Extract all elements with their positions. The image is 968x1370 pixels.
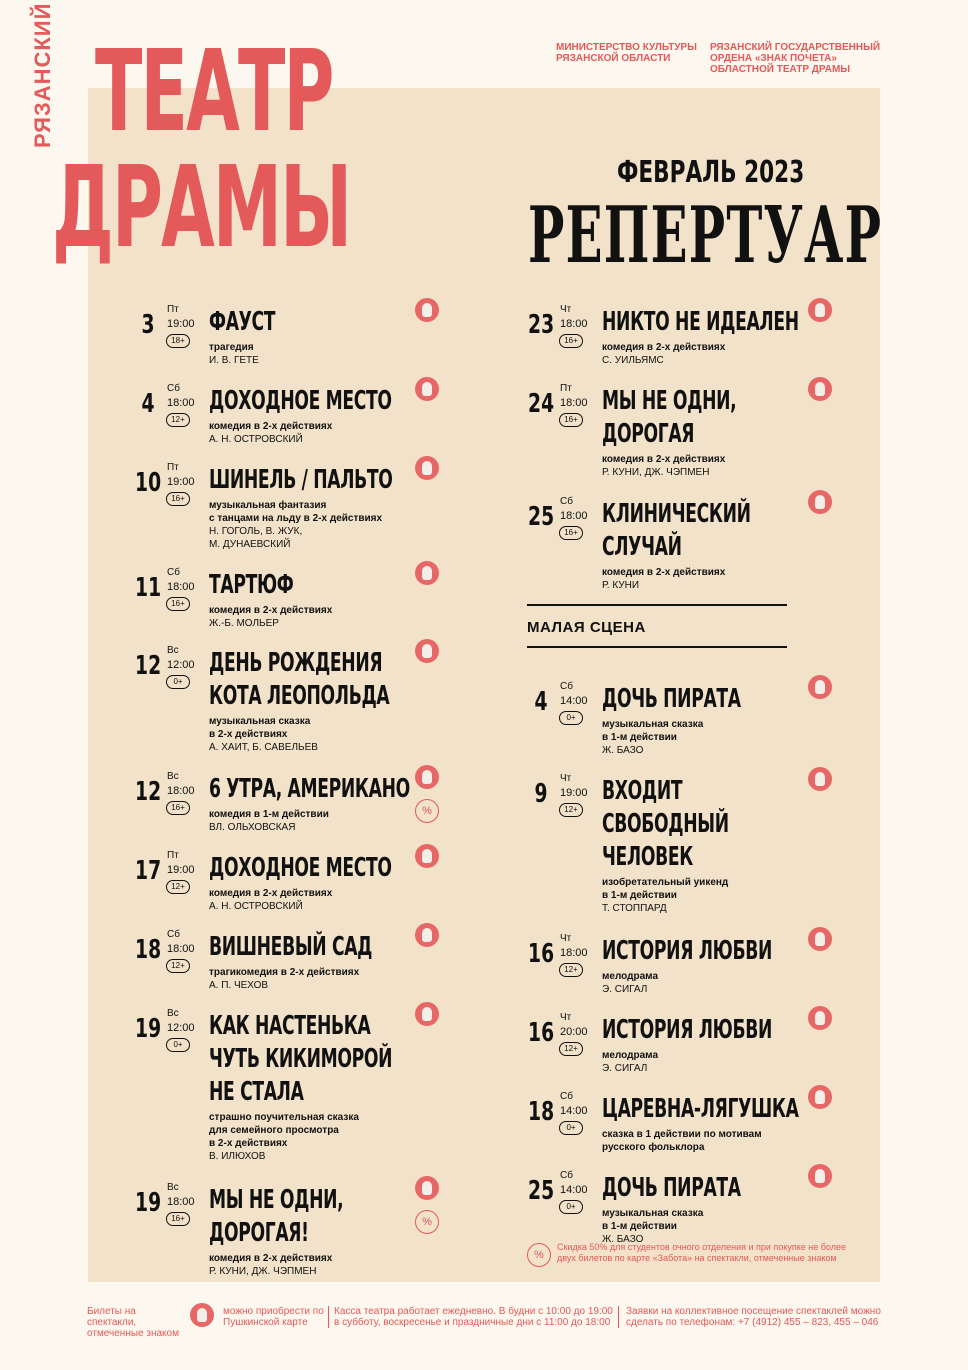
event-genre: комедия в 2-х действиях	[602, 567, 726, 578]
event-genre: русского фольклора	[602, 1142, 705, 1153]
event-title: КОТА ЛЕОПОЛЬДА	[209, 681, 390, 711]
pushkin-card-icon	[808, 490, 832, 514]
discount-icon: %	[415, 1210, 439, 1234]
pushkin-card-icon	[415, 1176, 439, 1200]
age-rating-badge: 16+	[166, 492, 190, 506]
event-genre: мелодрама	[602, 971, 659, 982]
event-title: ИСТОРИЯ ЛЮБВИ	[602, 1015, 773, 1045]
event-weekday: Вс	[167, 1008, 179, 1019]
event-author: Р. КУНИ	[602, 580, 640, 591]
event-genre: трагикомедия в 2-х действиях	[209, 967, 360, 978]
event-day: 12	[135, 651, 162, 681]
pushkin-card-icon	[415, 844, 439, 868]
logo-line-2: ДРАМЫ	[52, 143, 351, 273]
event-weekday: Сб	[167, 929, 180, 940]
pushkin-card-icon	[415, 765, 439, 789]
event-weekday: Чт	[560, 1012, 572, 1023]
event-day: 12	[135, 777, 162, 807]
event-author: В. ИЛЮХОВ	[209, 1151, 266, 1162]
event-time: 18:00	[167, 581, 195, 593]
event-genre: в 1-м действии	[602, 1221, 677, 1232]
age-rating-badge: 16+	[559, 413, 583, 427]
age-rating-badge: 0+	[559, 711, 583, 725]
event-weekday: Сб	[560, 1091, 573, 1102]
pushkin-card-icon	[808, 767, 832, 791]
event-genre: комедия в 2-х действиях	[209, 605, 333, 616]
event-author: А. Н. ОСТРОВСКИЙ	[209, 434, 303, 445]
event-title: ШИНЕЛЬ / ПАЛЬТО	[209, 465, 393, 495]
event-time: 19:00	[560, 787, 588, 799]
discount-icon: %	[527, 1243, 551, 1267]
age-rating-badge: 12+	[559, 963, 583, 977]
event-title: ДОХОДНОЕ МЕСТО	[209, 386, 392, 416]
event-weekday: Сб	[167, 567, 180, 578]
event-genre: для семейного просмотра	[209, 1125, 339, 1136]
event-day: 3	[141, 310, 155, 340]
event-day: 24	[528, 389, 555, 419]
ministry-label: МИНИСТЕРСТВО КУЛЬТУРЫ РЯЗАНСКОЙ ОБЛАСТИ	[556, 42, 697, 64]
event-genre: комедия в 2-х действиях	[602, 342, 726, 353]
event-time: 19:00	[167, 864, 195, 876]
event-day: 17	[135, 856, 162, 886]
event-title: ДОЧЬ ПИРАТА	[602, 684, 741, 714]
event-genre: изобретательный уикенд	[602, 877, 729, 888]
event-genre: музыкальная сказка	[602, 1208, 704, 1219]
pushkin-card-icon	[808, 1164, 832, 1188]
event-day: 23	[528, 310, 555, 340]
age-rating-badge: 0+	[166, 1038, 190, 1052]
age-rating-badge: 16+	[166, 1212, 190, 1226]
discount-icon: %	[415, 799, 439, 823]
event-time: 18:00	[560, 397, 588, 409]
divider-top	[527, 604, 787, 606]
age-rating-badge: 0+	[559, 1200, 583, 1214]
event-time: 19:00	[167, 476, 195, 488]
age-rating-badge: 12+	[166, 959, 190, 973]
event-author: ВЛ. ОЛЬХОВСКАЯ	[209, 822, 296, 833]
pushkin-card-icon	[415, 561, 439, 585]
event-weekday: Вс	[167, 1182, 179, 1193]
event-day: 4	[534, 687, 548, 717]
event-weekday: Вс	[167, 771, 179, 782]
event-author: Ж. БАЗО	[602, 745, 644, 756]
divider-bottom	[527, 646, 787, 648]
event-title: СЛУЧАЙ	[602, 532, 682, 562]
age-rating-badge: 16+	[559, 526, 583, 540]
page-title: РЕПЕРТУАР	[528, 190, 883, 281]
event-author: М. ДУНАЕВСКИЙ	[209, 539, 291, 550]
event-title: НИКТО НЕ ИДЕАЛЕН	[602, 307, 799, 337]
event-genre: в 1-м действии	[602, 890, 677, 901]
event-author: Р. КУНИ, ДЖ. ЧЭПМЕН	[602, 467, 710, 478]
pushkin-card-icon	[808, 1085, 832, 1109]
age-rating-badge: 16+	[559, 334, 583, 348]
event-title: ЧЕЛОВЕК	[602, 842, 693, 872]
event-weekday: Пт	[560, 383, 572, 394]
age-rating-badge: 12+	[559, 1042, 583, 1056]
event-time: 18:00	[167, 785, 195, 797]
footer-separator	[328, 1306, 329, 1328]
event-time: 12:00	[167, 1022, 195, 1034]
pushkin-card-icon	[808, 927, 832, 951]
footer-group-booking: Заявки на коллективное посещение спектаклей можно сделать по телефонам: +7 (4912) 455 – 823, 455 – 046	[626, 1306, 881, 1328]
event-title: ФАУСТ	[209, 307, 276, 337]
event-author: Э. СИГАЛ	[602, 1063, 648, 1074]
event-genre: мелодрама	[602, 1050, 659, 1061]
discount-note: Скидка 50% для студентов очного отделения и при покупке не более двух билетов по карте «Забота» на спектакли, отмеченные знаком	[557, 1242, 846, 1263]
event-day: 19	[135, 1188, 162, 1218]
event-weekday: Чт	[560, 304, 572, 315]
age-rating-badge: 0+	[559, 1121, 583, 1135]
event-weekday: Чт	[560, 773, 572, 784]
event-day: 9	[534, 779, 548, 809]
age-rating-badge: 16+	[166, 597, 190, 611]
event-day: 16	[528, 1018, 555, 1048]
pushkin-card-icon	[415, 456, 439, 480]
footer-pushkin-text: можно приобрести по Пушкинской карте	[223, 1306, 324, 1328]
event-time: 18:00	[167, 1196, 195, 1208]
pushkin-card-icon	[808, 1006, 832, 1030]
pushkin-card-icon	[415, 639, 439, 663]
event-day: 18	[135, 935, 162, 965]
event-author: Ж. БАЗО	[602, 1234, 644, 1245]
age-rating-badge: 12+	[166, 880, 190, 894]
event-time: 20:00	[560, 1026, 588, 1038]
theatre-full-name: РЯЗАНСКИЙ ГОСУДАРСТВЕННЫЙ ОРДЕНА «ЗНАК ПОЧЕТА» ОБЛАСТНОЙ ТЕАТР ДРАМЫ	[710, 42, 881, 75]
event-genre: с танцами на льду в 2-х действиях	[209, 513, 383, 524]
event-author: Р. КУНИ, ДЖ. ЧЭПМЕН	[209, 1266, 317, 1277]
event-genre: музыкальная сказка	[602, 719, 704, 730]
age-rating-badge: 16+	[166, 801, 190, 815]
event-title: МЫ НЕ ОДНИ,	[602, 386, 737, 416]
event-time: 12:00	[167, 659, 195, 671]
event-weekday: Пт	[167, 304, 179, 315]
age-rating-badge: 12+	[559, 803, 583, 817]
pushkin-card-icon	[808, 377, 832, 401]
event-genre: в 1-м действии	[602, 732, 677, 743]
footer-separator	[618, 1306, 619, 1328]
event-title: 6 УТРА, АМЕРИКАНО	[209, 774, 410, 804]
age-rating-badge: 12+	[166, 413, 190, 427]
event-time: 18:00	[167, 397, 195, 409]
event-weekday: Сб	[167, 383, 180, 394]
event-title: НЕ СТАЛА	[209, 1077, 304, 1107]
event-time: 14:00	[560, 695, 588, 707]
event-author: Т. СТОППАРД	[602, 903, 667, 914]
event-weekday: Пт	[167, 850, 179, 861]
event-genre: сказка в 1 действии по мотивам	[602, 1129, 762, 1140]
event-title: КАК НАСТЕНЬКА	[209, 1011, 371, 1041]
logo-side-text: РЯЗАНСКИЙ	[30, 2, 55, 148]
event-genre: комедия в 2-х действиях	[209, 421, 333, 432]
event-day: 18	[528, 1097, 555, 1127]
event-genre: комедия в 2-х действиях	[209, 888, 333, 899]
event-author: Э. СИГАЛ	[602, 984, 648, 995]
event-genre: в 2-х действиях	[209, 729, 288, 740]
pushkin-card-icon	[190, 1303, 214, 1327]
pushkin-card-icon	[415, 298, 439, 322]
event-day: 4	[141, 389, 155, 419]
event-title: ДЕНЬ РОЖДЕНИЯ	[209, 648, 383, 678]
event-title: ВИШНЕВЫЙ САД	[209, 932, 373, 962]
event-day: 25	[528, 1176, 555, 1206]
event-title: ДОЧЬ ПИРАТА	[602, 1173, 741, 1203]
event-day: 25	[528, 502, 555, 532]
pushkin-card-icon	[415, 377, 439, 401]
event-genre: музыкальная сказка	[209, 716, 311, 727]
event-title: ДОРОГАЯ!	[209, 1218, 309, 1248]
event-title: ДОХОДНОЕ МЕСТО	[209, 853, 392, 883]
event-title: ИСТОРИЯ ЛЮБВИ	[602, 936, 773, 966]
event-author: И. В. ГЕТЕ	[209, 355, 259, 366]
event-author: С. УИЛЬЯМС	[602, 355, 664, 366]
pushkin-card-icon	[808, 675, 832, 699]
event-title: МЫ НЕ ОДНИ,	[209, 1185, 344, 1215]
event-title: ДОРОГАЯ	[602, 419, 695, 449]
event-genre: комедия в 1-м действии	[209, 809, 329, 820]
event-time: 18:00	[560, 318, 588, 330]
event-author: А. П. ЧЕХОВ	[209, 980, 269, 991]
event-genre: трагедия	[209, 342, 254, 353]
event-time: 19:00	[167, 318, 195, 330]
event-weekday: Сб	[560, 681, 573, 692]
event-author: А. ХАИТ, Б. САВЕЛЬЕВ	[209, 742, 318, 753]
event-title: ЧУТЬ КИКИМОРОЙ	[209, 1044, 393, 1074]
event-day: 16	[528, 939, 555, 969]
pushkin-card-icon	[415, 1002, 439, 1026]
event-time: 18:00	[560, 947, 588, 959]
event-weekday: Чт	[560, 933, 572, 944]
logo-line-1: ТЕАТР	[95, 27, 333, 157]
pushkin-card-icon	[415, 923, 439, 947]
event-time: 18:00	[167, 943, 195, 955]
event-weekday: Пт	[167, 462, 179, 473]
event-time: 14:00	[560, 1184, 588, 1196]
footer-tickets-text: Билеты на спектакли, отмеченные знаком	[87, 1306, 179, 1339]
event-genre: комедия в 2-х действиях	[209, 1253, 333, 1264]
event-day: 19	[135, 1014, 162, 1044]
event-time: 14:00	[560, 1105, 588, 1117]
event-title: КЛИНИЧЕСКИЙ	[602, 499, 751, 529]
event-genre: комедия в 2-х действиях	[602, 454, 726, 465]
event-title: ТАРТЮФ	[209, 570, 294, 600]
footer-box-office-hours: Касса театра работает ежедневно. В будни с 10:00 до 19:00 в субботу, воскресенье и праздничные дни с 11:00 до 18:00	[334, 1306, 613, 1328]
event-title: ВХОДИТ	[602, 776, 683, 806]
small-stage-heading: МАЛАЯ СЦЕНА	[527, 619, 646, 636]
event-genre: музыкальная фантазия	[209, 500, 327, 511]
event-title: СВОБОДНЫЙ	[602, 809, 729, 839]
event-genre: в 2-х действиях	[209, 1138, 288, 1149]
event-weekday: Вс	[167, 645, 179, 656]
event-genre: страшно поучительная сказка	[209, 1112, 359, 1123]
event-author: А. Н. ОСТРОВСКИЙ	[209, 901, 303, 912]
event-time: 18:00	[560, 510, 588, 522]
event-weekday: Сб	[560, 1170, 573, 1181]
age-rating-badge: 18+	[166, 334, 190, 348]
month-heading: ФЕВРАЛЬ 2023	[617, 155, 805, 190]
event-day: 10	[135, 468, 162, 498]
event-author: Н. ГОГОЛЬ, В. ЖУК,	[209, 526, 303, 537]
event-weekday: Сб	[560, 496, 573, 507]
age-rating-badge: 0+	[166, 675, 190, 689]
event-author: Ж.-Б. МОЛЬЕР	[209, 618, 279, 629]
event-day: 11	[135, 573, 162, 603]
pushkin-card-icon	[808, 298, 832, 322]
event-title: ЦАРЕВНА-ЛЯГУШКА	[602, 1094, 799, 1124]
